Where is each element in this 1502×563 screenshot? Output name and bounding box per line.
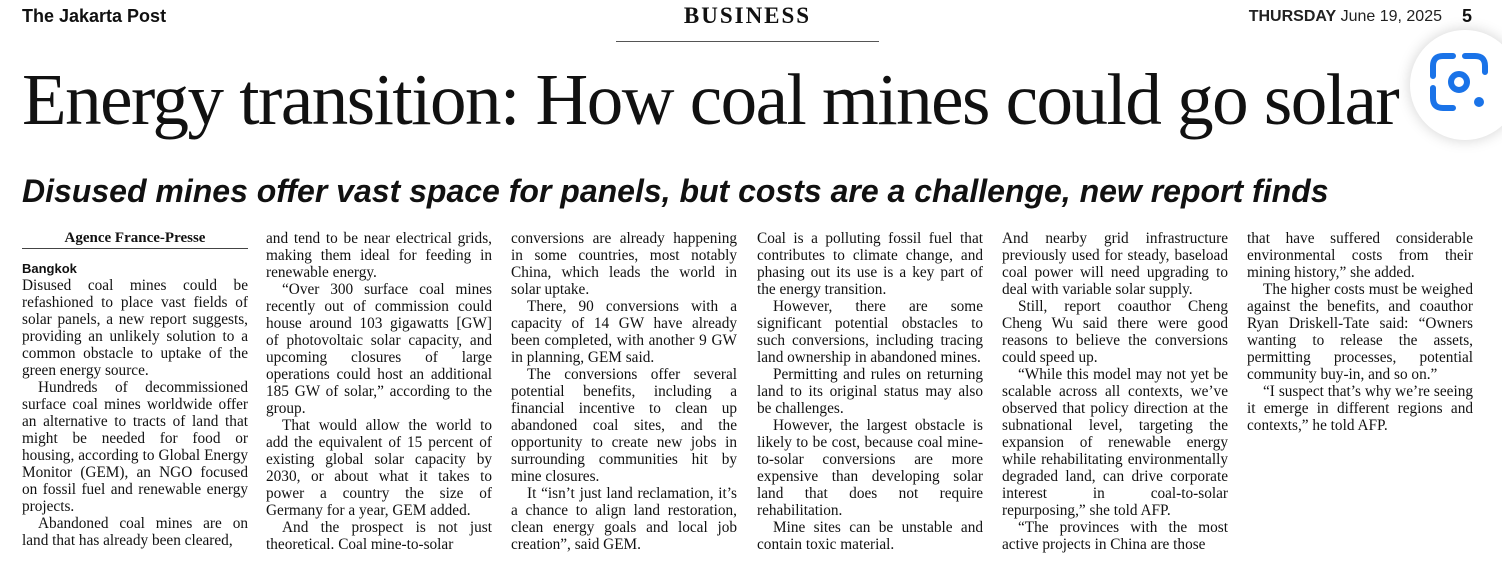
paragraph: That would allow the world to add the equivalent of 15 percent of existing global solar capacity by 2030, or about what it takes to power a country the size of Germany for a year, GEM added.: [266, 417, 492, 519]
paragraph: Mine sites can be unstable and contain toxic material.: [757, 519, 983, 553]
paragraph: The higher costs must be weighed against the benefits, and coauthor Ryan Driskell-Tate said: “Owners wanting to release the assets, permitting processes, potential community buy-in, and so on.”: [1247, 281, 1473, 383]
section-label: BUSINESS: [683, 3, 812, 28]
article-column-3: [511, 230, 737, 553]
paragraph: “While this model may not yet be scalable across all contexts, we’ve observed that policy direction at the subnational level, targeting the expansion of renewable energy while rehabilitating environmentally degraded land, can drive corporate interest in coal-to-solar repurposing,” she told AFP.: [1002, 366, 1228, 519]
paragraph: And nearby grid infrastructure previously used for steady, baseload coal power will need upgrading to deal with variable solar supply.: [1002, 230, 1228, 298]
paragraph: “The provinces with the most active projects in China are those: [1002, 519, 1228, 553]
byline: Agence France-Presse: [22, 230, 248, 249]
headline: Energy transition: How coal mines could go solar: [22, 59, 1399, 140]
lens-search-icon: [1427, 50, 1491, 114]
paragraph: There, 90 conversions with a capacity of 14 GW have already been completed, with another 9 GW in planning, GEM said.: [511, 298, 737, 366]
date-label: June 19, 2025: [1340, 8, 1442, 25]
article-column-2: [266, 230, 492, 553]
paragraph: Disused coal mines could be refashioned to place vast fields of solar panels, a new report suggests, providing an unlikely solution to a common obstacle to uptake of the green energy source.: [22, 277, 248, 379]
dateline: [1249, 8, 1442, 26]
paragraph: Permitting and rules on returning land to its original status may also be challenges.: [757, 366, 983, 417]
paragraph: However, there are some significant potential obstacles to such conversions, including tracing land ownership in abandoned mines.: [757, 298, 983, 366]
paragraph: Coal is a polluting fossil fuel that contributes to climate change, and phasing out its use is a key part of the energy transition.: [757, 230, 983, 298]
paragraph: “Over 300 surface coal mines recently out of commission could house around 103 gigawatts [GW] of photovoltaic solar capacity, and upcoming closures of large operations could host an additional 185 GW of solar,” according to the group.: [266, 281, 492, 417]
paragraph: that have suffered considerable environmental costs from their mining history,” she added.: [1247, 230, 1473, 281]
paragraph: and tend to be near electrical grids, making them ideal for feeding in renewable energy.: [266, 230, 492, 281]
paragraph: And the prospect is not just theoretical. Coal mine-to-solar: [266, 519, 492, 553]
lens-button[interactable]: [1410, 30, 1502, 140]
paragraph: The conversions offer several potential benefits, including a financial incentive to clean up abandoned coal sites, and the opportunity to create new jobs in surrounding communities hit by mine closures.: [511, 366, 737, 485]
article-column-1: [22, 230, 248, 549]
article-column-5: [1002, 230, 1228, 553]
day-label: THURSDAY: [1248, 8, 1337, 25]
paragraph: Still, report coauthor Cheng Cheng Wu said there were good reasons to believe the conversions could speed up.: [1002, 298, 1228, 366]
article-column-6: [1247, 230, 1473, 434]
paragraph: conversions are already happening in some countries, most notably China, which leads the world in solar uptake.: [511, 230, 737, 298]
deck: Disused mines offer vast space for panels, but costs are a challenge, new report finds: [22, 173, 1329, 209]
dateline-place: Bangkok: [22, 261, 77, 276]
paragraph: “I suspect that’s why we’re seeing it emerge in different regions and contexts,” he told AFP.: [1247, 383, 1473, 434]
paragraph: However, the largest obstacle is likely to be cost, because coal mine-to-solar conversions are more expensive than developing solar land that does not require rehabilitation.: [757, 417, 983, 519]
paragraph: Hundreds of decommissioned surface coal mines worldwide offer an alternative to tracts of land that might be needed for food or housing, according to Global Energy Monitor (GEM), an NGO focused on fossil fuel and renewable energy projects.: [22, 379, 248, 515]
article-column-4: [757, 230, 983, 553]
section-rule: [616, 41, 879, 42]
masthead: The Jakarta Post: [22, 6, 167, 26]
page-number: 5: [1462, 6, 1473, 26]
paragraph: Abandoned coal mines are on land that has already been cleared,: [22, 515, 248, 549]
paragraph: It “isn’t just land reclamation, it’s a chance to align land restoration, clean energy goals and local job creation”, said GEM.: [511, 485, 737, 553]
